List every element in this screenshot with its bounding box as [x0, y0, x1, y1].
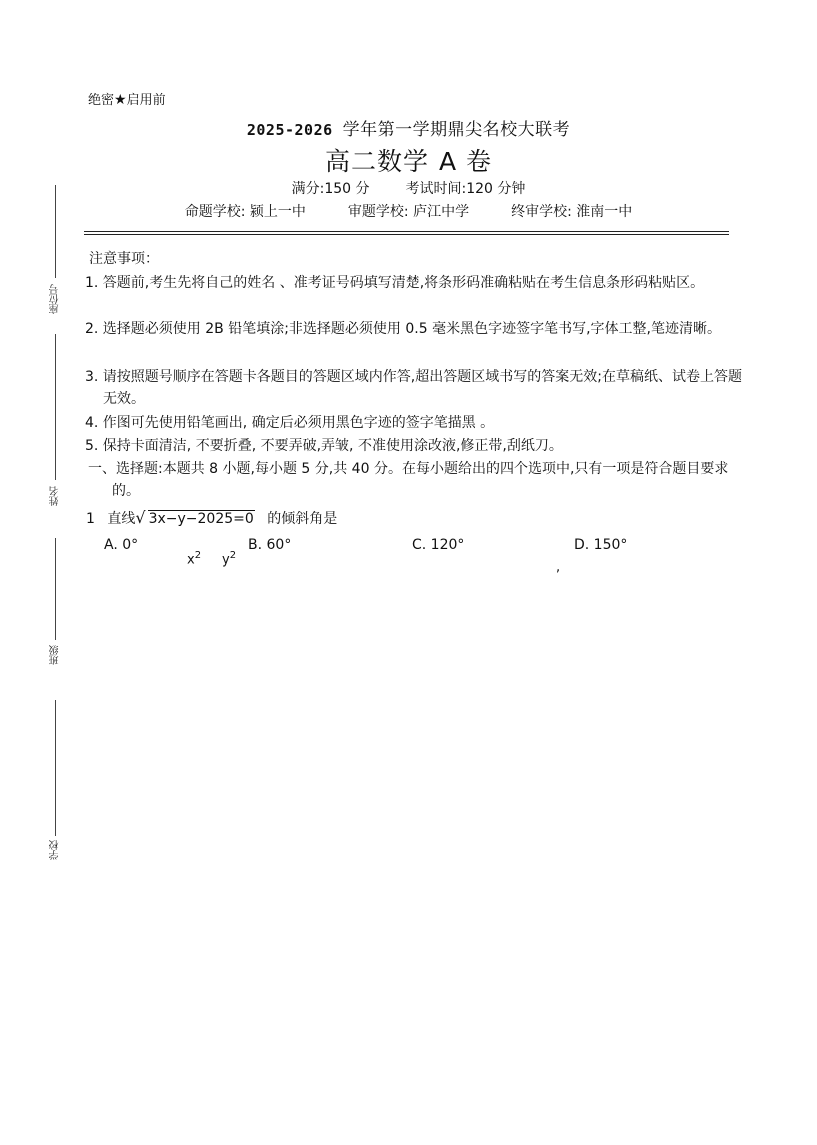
margin-line-4	[55, 700, 56, 836]
notice-item-3: 3. 请按照题号顺序在答题卡各题目的答题区域内作答,超出答题区域书写的答案无效;在草稿纸、试卷上答题无效。	[85, 369, 742, 407]
exam-title	[0, 115, 817, 140]
section-intro: 一、选择题:本题共 8 小题,每小题 5 分,共 40 分。在每小题给出的四个选项中,只有一项是符合题目要求的。	[88, 461, 729, 499]
question-suffix: 的倾斜角是	[267, 511, 338, 527]
confidential-text: 绝密	[88, 93, 115, 108]
label-class: 班级	[50, 645, 61, 665]
option-b: B. 60°	[248, 537, 292, 553]
label-school: 学校	[50, 840, 61, 860]
reviewer-school: 审题学校: 庐江中学	[347, 204, 470, 220]
exam-year: 2025-2026	[246, 121, 333, 139]
radical-sign: √	[135, 508, 146, 527]
stray-comma: ,	[556, 560, 561, 575]
question-1	[86, 508, 337, 528]
full-score: 满分:150 分	[291, 181, 370, 197]
stray-x: x	[187, 552, 195, 568]
exam-time: 考试时间:120 分钟	[405, 181, 526, 197]
stray-x-exp: 2	[194, 550, 202, 561]
option-c: C. 120°	[412, 537, 465, 553]
confidential-suffix: 启用前	[126, 93, 166, 108]
star-icon: ★	[114, 92, 127, 108]
margin-line-2	[55, 334, 56, 480]
notice-item-1: 1. 答题前,考生先将自己的姓名 、准考证号码填写清楚,将条形码准确粘贴在考生信息条形码粘贴区。	[85, 275, 705, 291]
question-number: 1	[86, 511, 95, 527]
label-seat-number: 座位号	[50, 284, 61, 314]
question-prefix: 直线	[107, 511, 136, 527]
label-name: 姓名	[50, 486, 61, 506]
final-reviewer-school: 终审学校: 淮南一中	[511, 204, 633, 220]
option-a: A. 0°	[104, 537, 139, 553]
stray-y-exp: 2	[229, 550, 237, 561]
setter-school: 命题学校: 颍上一中	[184, 204, 306, 220]
header-divider-top	[84, 231, 729, 232]
option-d: D. 150°	[574, 537, 628, 553]
notice-item-4: 4. 作图可先使用铅笔画出, 确定后必须用黑色字迹的签字笔描黑 。	[85, 415, 495, 431]
stray-x-squared	[187, 550, 201, 567]
margin-line-1	[55, 185, 56, 278]
notice-item-2: 2. 选择题必须使用 2B 铅笔填涂;非选择题必须使用 0.5 毫米黑色字迹签字笔书写,字体工整,笔迹清晰。	[85, 321, 721, 337]
subject-title	[0, 142, 817, 178]
schools-line	[0, 201, 817, 221]
stray-y: y	[222, 552, 230, 568]
confidential-mark	[88, 89, 166, 108]
radicand: 3x−y−2025=0	[148, 511, 254, 527]
score-time-line	[0, 178, 817, 198]
subject-name: 高二数学	[324, 147, 429, 176]
paper-version: A 卷	[438, 147, 493, 176]
notice-item-5: 5. 保持卡面清洁, 不要折叠, 不要弄破,弄皱, 不准使用涂改液,修正带,刮纸刀。	[85, 438, 563, 454]
stray-y-squared	[222, 550, 236, 567]
exam-name: 学年第一学期鼎尖名校大联考	[342, 120, 571, 140]
margin-line-3	[55, 538, 56, 640]
header-divider-bottom	[84, 234, 729, 235]
notice-heading: 注意事项：	[89, 251, 159, 267]
